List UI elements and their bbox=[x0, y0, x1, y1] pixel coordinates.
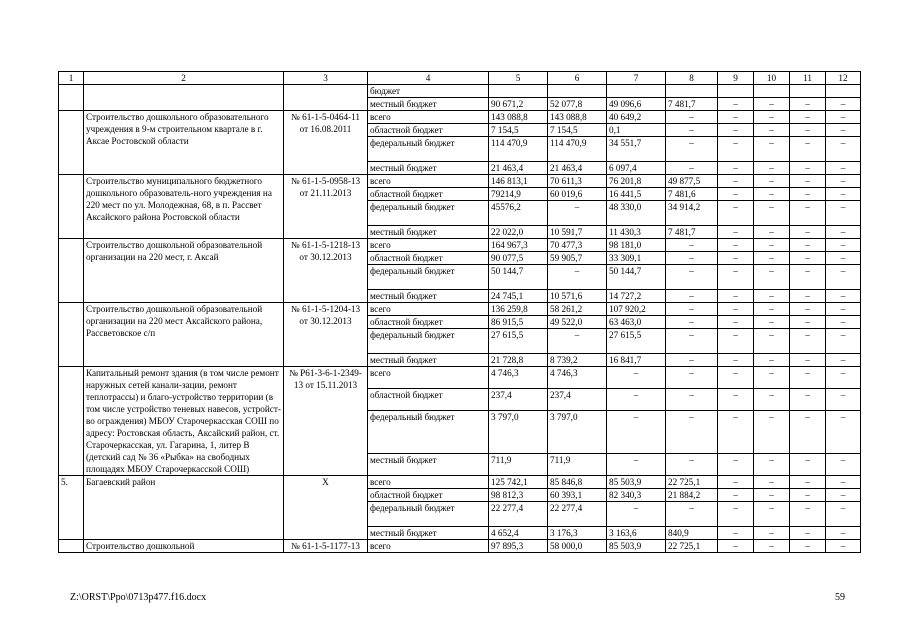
value-cell: – bbox=[790, 175, 826, 188]
value-cell: – bbox=[826, 354, 861, 367]
value-cell: – bbox=[754, 527, 790, 540]
value-cell: – bbox=[666, 265, 718, 290]
value-cell: 21 463,4 bbox=[489, 162, 548, 175]
value-cell: – bbox=[826, 453, 861, 475]
value-cell: – bbox=[718, 389, 754, 411]
value-cell: 85 846,8 bbox=[548, 476, 607, 489]
document-number: № Р61-3-6-1-2349-13 от 15.11.2013 bbox=[284, 367, 368, 476]
value-cell: – bbox=[826, 162, 861, 175]
value-cell: – bbox=[718, 411, 754, 454]
column-header: 7 bbox=[607, 72, 666, 85]
value-cell: 114 470,9 bbox=[489, 137, 548, 162]
value-cell: – bbox=[607, 389, 666, 411]
value-cell: – bbox=[826, 111, 861, 124]
value-cell: 82 340,3 bbox=[607, 489, 666, 502]
budget-source: местный бюджет bbox=[368, 162, 489, 175]
value-cell: – bbox=[666, 389, 718, 411]
value-cell: 79214,9 bbox=[489, 188, 548, 201]
value-cell: – bbox=[754, 188, 790, 201]
value-cell: – bbox=[790, 162, 826, 175]
value-cell: – bbox=[666, 367, 718, 389]
value-cell: – bbox=[754, 411, 790, 454]
value-cell: – bbox=[754, 453, 790, 475]
value-cell: 7 154,5 bbox=[548, 124, 607, 137]
value-cell: – bbox=[754, 502, 790, 527]
value-cell: 60 019,6 bbox=[548, 188, 607, 201]
value-cell: – bbox=[754, 290, 790, 303]
value-cell: – bbox=[718, 239, 754, 252]
value-cell: – bbox=[718, 98, 754, 111]
value-cell: – bbox=[607, 453, 666, 475]
value-cell: – bbox=[754, 239, 790, 252]
value-cell: – bbox=[718, 476, 754, 489]
value-cell: 16 841,7 bbox=[607, 354, 666, 367]
value-cell: 3 797,0 bbox=[489, 411, 548, 454]
budget-source: местный бюджет bbox=[368, 354, 489, 367]
budget-source: федеральный бюджет bbox=[368, 502, 489, 527]
value-cell: – bbox=[826, 489, 861, 502]
value-cell: – bbox=[790, 489, 826, 502]
value-cell: – bbox=[754, 265, 790, 290]
value-cell: – bbox=[790, 389, 826, 411]
value-cell: – bbox=[826, 389, 861, 411]
value-cell bbox=[718, 85, 754, 98]
value-cell: 59 905,7 bbox=[548, 252, 607, 265]
value-cell: 48 330,0 bbox=[607, 201, 666, 226]
value-cell: 63 463,0 bbox=[607, 316, 666, 329]
value-cell: 34 914,2 bbox=[666, 201, 718, 226]
value-cell: – bbox=[718, 137, 754, 162]
value-cell: 237,4 bbox=[548, 389, 607, 411]
header-row bbox=[59, 72, 861, 85]
value-cell: 125 742,1 bbox=[489, 476, 548, 489]
value-cell: – bbox=[790, 265, 826, 290]
value-cell: 7 481,7 bbox=[666, 98, 718, 111]
table-row bbox=[59, 85, 861, 98]
value-cell: 76 201,8 bbox=[607, 175, 666, 188]
value-cell: – bbox=[790, 201, 826, 226]
table-row bbox=[59, 175, 861, 188]
value-cell: 146 813,1 bbox=[489, 175, 548, 188]
column-header: 2 bbox=[84, 72, 284, 85]
table-row bbox=[59, 540, 861, 553]
value-cell: – bbox=[826, 239, 861, 252]
value-cell: 0,1 bbox=[607, 124, 666, 137]
value-cell: – bbox=[826, 502, 861, 527]
table-row bbox=[59, 303, 861, 316]
value-cell: – bbox=[718, 188, 754, 201]
column-header: 4 bbox=[368, 72, 489, 85]
budget-source: областной бюджет bbox=[368, 389, 489, 411]
value-cell: – bbox=[754, 354, 790, 367]
value-cell: 70 477,3 bbox=[548, 239, 607, 252]
value-cell: – bbox=[790, 540, 826, 553]
value-cell: – bbox=[718, 111, 754, 124]
value-cell: – bbox=[718, 540, 754, 553]
document-number: № 61-1-5-1177-13 bbox=[284, 540, 368, 553]
value-cell: 40 649,2 bbox=[607, 111, 666, 124]
value-cell: – bbox=[666, 453, 718, 475]
value-cell: – bbox=[666, 303, 718, 316]
value-cell: 98 181,0 bbox=[607, 239, 666, 252]
row-number bbox=[59, 303, 84, 367]
row-number bbox=[59, 239, 84, 303]
value-cell: 164 967,3 bbox=[489, 239, 548, 252]
budget-source: местный бюджет bbox=[368, 453, 489, 475]
value-cell: – bbox=[548, 265, 607, 290]
value-cell: 11 430,3 bbox=[607, 226, 666, 239]
document-number: № 61-1-5-0464-11 от 16.08.2011 bbox=[284, 111, 368, 175]
value-cell: – bbox=[790, 98, 826, 111]
value-cell: 22 725,1 bbox=[666, 540, 718, 553]
value-cell: 10 591,7 bbox=[548, 226, 607, 239]
value-cell: – bbox=[718, 527, 754, 540]
value-cell: 16 441,5 bbox=[607, 188, 666, 201]
budget-table bbox=[58, 71, 861, 553]
value-cell: 4 746,3 bbox=[548, 367, 607, 389]
value-cell: 711,9 bbox=[489, 453, 548, 475]
value-cell: – bbox=[790, 329, 826, 354]
value-cell: – bbox=[718, 329, 754, 354]
value-cell: – bbox=[718, 502, 754, 527]
object-name: Строительство муниципального бюджетного дошкольного образователь-ного учреждения на 220 мест по ул. Молодежная, 68, в п. Рассвет Аксайского района Ростовской области bbox=[84, 175, 284, 239]
value-cell bbox=[548, 85, 607, 98]
value-cell: – bbox=[607, 502, 666, 527]
budget-source: всего bbox=[368, 175, 489, 188]
object-name: Строительство дошкольной образовательной организации на 220 мест Аксайского района, Рассветовское с/п bbox=[84, 303, 284, 367]
value-cell: 21 463,4 bbox=[548, 162, 607, 175]
budget-source: всего bbox=[368, 476, 489, 489]
row-number bbox=[59, 111, 84, 175]
value-cell: 3 163,6 bbox=[607, 527, 666, 540]
value-cell bbox=[826, 85, 861, 98]
table-row bbox=[59, 367, 861, 389]
value-cell: – bbox=[826, 98, 861, 111]
column-header: 5 bbox=[489, 72, 548, 85]
value-cell: 70 611,3 bbox=[548, 175, 607, 188]
value-cell: 22 277,4 bbox=[489, 502, 548, 527]
table-row bbox=[59, 239, 861, 252]
value-cell: – bbox=[754, 389, 790, 411]
value-cell: – bbox=[826, 188, 861, 201]
value-cell: – bbox=[826, 329, 861, 354]
value-cell: – bbox=[754, 111, 790, 124]
value-cell: – bbox=[826, 367, 861, 389]
value-cell: – bbox=[666, 502, 718, 527]
value-cell: – bbox=[754, 201, 790, 226]
value-cell: 85 503,9 bbox=[607, 540, 666, 553]
column-header: 11 bbox=[790, 72, 826, 85]
value-cell: – bbox=[666, 290, 718, 303]
value-cell: 52 077,8 bbox=[548, 98, 607, 111]
value-cell: – bbox=[548, 329, 607, 354]
value-cell: – bbox=[607, 367, 666, 389]
budget-source: всего bbox=[368, 303, 489, 316]
value-cell: 7 481,7 bbox=[666, 226, 718, 239]
document-number: № 61-1-5-1218-13 от 30.12.2013 bbox=[284, 239, 368, 303]
value-cell: – bbox=[826, 316, 861, 329]
budget-source: областной бюджет bbox=[368, 316, 489, 329]
column-header: 3 bbox=[284, 72, 368, 85]
page-number: 59 bbox=[835, 592, 845, 603]
table-row bbox=[59, 111, 861, 124]
value-cell: – bbox=[718, 290, 754, 303]
budget-source: местный бюджет bbox=[368, 98, 489, 111]
value-cell: 24 745,1 bbox=[489, 290, 548, 303]
value-cell bbox=[489, 85, 548, 98]
object-name: Строительство дошкольного образовательного учреждения в 9-м строительном квартале в г. Аксае Ростовской области bbox=[84, 111, 284, 175]
value-cell: – bbox=[718, 265, 754, 290]
column-header: 1 bbox=[59, 72, 84, 85]
budget-source: областной бюджет bbox=[368, 489, 489, 502]
value-cell: – bbox=[790, 137, 826, 162]
value-cell: 27 615,5 bbox=[607, 329, 666, 354]
value-cell: 33 309,1 bbox=[607, 252, 666, 265]
value-cell: 7 481,6 bbox=[666, 188, 718, 201]
value-cell: – bbox=[790, 354, 826, 367]
value-cell: 50 144,7 bbox=[489, 265, 548, 290]
value-cell: – bbox=[754, 303, 790, 316]
budget-source: областной бюджет bbox=[368, 124, 489, 137]
object-name: Капитальный ремонт здания (в том числе ремонт наружных сетей канали-зации, ремонт теплотрассы) и благо-устройство территории (в том числе устройство теневых навесов, устройст-во ограждения) МБОУ Старочеркасская СОШ по адресу: Ростовская область, Аксайский район, ст. Старочеркасская, ул. Гагарина, 1, литер В (детский сад № 36 «Рыбка» на свободных площадях МБОУ Старочеркасской СОШ) bbox=[84, 367, 284, 476]
object-name: Строительство дошкольной bbox=[84, 540, 284, 553]
value-cell: – bbox=[718, 367, 754, 389]
row-number bbox=[59, 85, 84, 111]
value-cell: 90 671,2 bbox=[489, 98, 548, 111]
value-cell: – bbox=[826, 411, 861, 454]
value-cell: – bbox=[666, 239, 718, 252]
value-cell: – bbox=[754, 124, 790, 137]
value-cell: 45576,2 bbox=[489, 201, 548, 226]
value-cell: – bbox=[790, 239, 826, 252]
value-cell: 22 725,1 bbox=[666, 476, 718, 489]
value-cell: – bbox=[754, 226, 790, 239]
budget-source: областной бюджет bbox=[368, 188, 489, 201]
value-cell: – bbox=[790, 303, 826, 316]
budget-source: федеральный бюджет bbox=[368, 329, 489, 354]
value-cell: – bbox=[754, 98, 790, 111]
value-cell: 34 551,7 bbox=[607, 137, 666, 162]
value-cell: 107 920,2 bbox=[607, 303, 666, 316]
value-cell: 14 727,2 bbox=[607, 290, 666, 303]
budget-source: федеральный бюджет bbox=[368, 201, 489, 226]
value-cell: – bbox=[826, 527, 861, 540]
value-cell: – bbox=[826, 252, 861, 265]
value-cell: 58 261,2 bbox=[548, 303, 607, 316]
value-cell: 22 277,4 bbox=[548, 502, 607, 527]
row-number bbox=[59, 540, 84, 553]
object-name bbox=[84, 85, 284, 111]
value-cell: – bbox=[718, 453, 754, 475]
row-number bbox=[59, 175, 84, 239]
value-cell: 6 097,4 bbox=[607, 162, 666, 175]
value-cell: – bbox=[718, 226, 754, 239]
value-cell: – bbox=[718, 201, 754, 226]
object-name: Багаевский район bbox=[84, 476, 284, 540]
value-cell: – bbox=[718, 162, 754, 175]
budget-source: федеральный бюджет bbox=[368, 411, 489, 454]
value-cell: 3 176,3 bbox=[548, 527, 607, 540]
column-header: 6 bbox=[548, 72, 607, 85]
value-cell: – bbox=[666, 137, 718, 162]
value-cell: 86 915,5 bbox=[489, 316, 548, 329]
value-cell: – bbox=[790, 367, 826, 389]
value-cell bbox=[607, 85, 666, 98]
value-cell: – bbox=[790, 453, 826, 475]
value-cell: – bbox=[754, 137, 790, 162]
row-number: 5. bbox=[59, 476, 84, 540]
value-cell: – bbox=[790, 290, 826, 303]
value-cell: – bbox=[754, 316, 790, 329]
value-cell: – bbox=[826, 290, 861, 303]
value-cell: – bbox=[826, 175, 861, 188]
document-number: Х bbox=[284, 476, 368, 540]
row-number bbox=[59, 367, 84, 476]
budget-source: местный бюджет bbox=[368, 226, 489, 239]
column-header: 9 bbox=[718, 72, 754, 85]
value-cell: 143 088,8 bbox=[548, 111, 607, 124]
value-cell: – bbox=[826, 303, 861, 316]
budget-source: всего bbox=[368, 367, 489, 389]
value-cell: – bbox=[790, 316, 826, 329]
value-cell: – bbox=[548, 201, 607, 226]
value-cell: – bbox=[666, 411, 718, 454]
value-cell: 136 259,8 bbox=[489, 303, 548, 316]
value-cell: – bbox=[718, 175, 754, 188]
value-cell: – bbox=[718, 124, 754, 137]
value-cell: 60 393,1 bbox=[548, 489, 607, 502]
value-cell: 58 000,0 bbox=[548, 540, 607, 553]
budget-source: всего bbox=[368, 239, 489, 252]
value-cell: – bbox=[790, 502, 826, 527]
budget-source: федеральный бюджет bbox=[368, 265, 489, 290]
value-cell: 98 812,3 bbox=[489, 489, 548, 502]
value-cell: 85 503,9 bbox=[607, 476, 666, 489]
value-cell: – bbox=[826, 226, 861, 239]
value-cell: – bbox=[718, 354, 754, 367]
value-cell: 21 884,2 bbox=[666, 489, 718, 502]
value-cell: – bbox=[754, 489, 790, 502]
value-cell: – bbox=[790, 111, 826, 124]
value-cell: – bbox=[666, 111, 718, 124]
value-cell: – bbox=[826, 476, 861, 489]
value-cell: – bbox=[790, 226, 826, 239]
value-cell: 143 088,8 bbox=[489, 111, 548, 124]
value-cell: – bbox=[754, 476, 790, 489]
value-cell: 27 615,5 bbox=[489, 329, 548, 354]
value-cell: 840,9 bbox=[666, 527, 718, 540]
value-cell: 49 877,5 bbox=[666, 175, 718, 188]
value-cell: 50 144,7 bbox=[607, 265, 666, 290]
budget-source: всего bbox=[368, 540, 489, 553]
value-cell: – bbox=[666, 252, 718, 265]
column-header: 10 bbox=[754, 72, 790, 85]
budget-source: всего bbox=[368, 111, 489, 124]
budget-source: бюджет bbox=[368, 85, 489, 98]
value-cell: – bbox=[790, 124, 826, 137]
value-cell: 90 077,5 bbox=[489, 252, 548, 265]
value-cell: – bbox=[718, 303, 754, 316]
value-cell: 8 739,2 bbox=[548, 354, 607, 367]
value-cell: – bbox=[754, 252, 790, 265]
value-cell: – bbox=[826, 265, 861, 290]
value-cell: – bbox=[754, 329, 790, 354]
value-cell: – bbox=[666, 124, 718, 137]
value-cell: 4 746,3 bbox=[489, 367, 548, 389]
footer-filename: Z:\ORST\Ppo\0713p477.f16.docx bbox=[70, 592, 207, 603]
value-cell: – bbox=[718, 252, 754, 265]
budget-source: федеральный бюджет bbox=[368, 137, 489, 162]
document-number: № 61-1-5-0958-13 от 21.11.2013 bbox=[284, 175, 368, 239]
value-cell: – bbox=[790, 188, 826, 201]
value-cell: – bbox=[826, 540, 861, 553]
value-cell: – bbox=[666, 329, 718, 354]
budget-source: областной бюджет bbox=[368, 252, 489, 265]
value-cell: – bbox=[826, 137, 861, 162]
budget-source: местный бюджет bbox=[368, 290, 489, 303]
object-name: Строительство дошкольной образовательной организации на 220 мест, г. Аксай bbox=[84, 239, 284, 303]
value-cell bbox=[754, 85, 790, 98]
value-cell: – bbox=[826, 201, 861, 226]
value-cell: 97 895,3 bbox=[489, 540, 548, 553]
value-cell: 22 022,0 bbox=[489, 226, 548, 239]
table-row bbox=[59, 476, 861, 489]
value-cell: 3 797,0 bbox=[548, 411, 607, 454]
value-cell: 4 652,4 bbox=[489, 527, 548, 540]
value-cell: – bbox=[754, 175, 790, 188]
document-number bbox=[284, 85, 368, 111]
value-cell: 21 728,8 bbox=[489, 354, 548, 367]
budget-source: местный бюджет bbox=[368, 527, 489, 540]
value-cell: – bbox=[666, 316, 718, 329]
value-cell: – bbox=[718, 316, 754, 329]
value-cell: – bbox=[790, 411, 826, 454]
value-cell: – bbox=[790, 527, 826, 540]
value-cell: – bbox=[790, 252, 826, 265]
value-cell: 711,9 bbox=[548, 453, 607, 475]
value-cell: – bbox=[790, 476, 826, 489]
value-cell: 237,4 bbox=[489, 389, 548, 411]
value-cell: 10 571,6 bbox=[548, 290, 607, 303]
value-cell: – bbox=[754, 367, 790, 389]
column-header: 8 bbox=[666, 72, 718, 85]
value-cell: 49 096,6 bbox=[607, 98, 666, 111]
value-cell: – bbox=[666, 354, 718, 367]
value-cell: – bbox=[754, 162, 790, 175]
value-cell: 114 470,9 bbox=[548, 137, 607, 162]
value-cell: – bbox=[718, 489, 754, 502]
value-cell: – bbox=[666, 162, 718, 175]
value-cell: – bbox=[826, 124, 861, 137]
value-cell: – bbox=[754, 540, 790, 553]
value-cell: 49 522,0 bbox=[548, 316, 607, 329]
value-cell bbox=[790, 85, 826, 98]
column-header: 12 bbox=[826, 72, 861, 85]
value-cell: – bbox=[607, 411, 666, 454]
value-cell bbox=[666, 85, 718, 98]
value-cell: 7 154,5 bbox=[489, 124, 548, 137]
document-number: № 61-1-5-1204-13 от 30.12.2013 bbox=[284, 303, 368, 367]
